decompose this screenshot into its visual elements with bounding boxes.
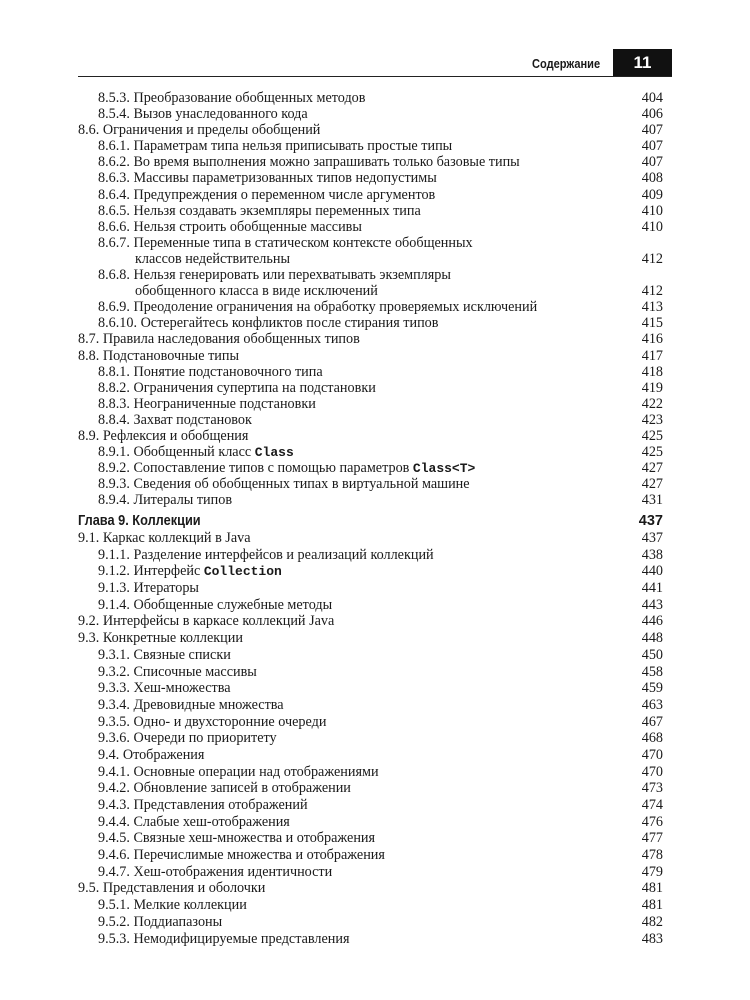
toc-entry <box>78 396 663 412</box>
toc-entry-title: 8.6.5. Нельзя создавать экземпляры переменных типа <box>98 202 421 219</box>
toc-entry-page: 431 <box>641 492 663 509</box>
toc-entry-title: 9.5. Представления и оболочки <box>78 880 266 897</box>
toc-entry-title: 9.3.6. Очереди по приоритету <box>98 730 277 747</box>
toc-entry-title: 8.9. Рефлексия и обобщения <box>78 427 249 444</box>
toc-entry <box>78 444 663 460</box>
toc-entry-page: 474 <box>641 797 663 813</box>
toc-entry-title: 8.6. Ограничения и пределы обобщений <box>78 122 321 139</box>
toc-entry-title: 8.6.9. Преодоление ограничения на обработку проверяемых исключений <box>98 299 538 316</box>
toc-entry-title: 8.8.4. Захват подстановок <box>98 411 252 428</box>
toc-entry-title: 8.6.6. Нельзя строить обобщенные массивы <box>98 218 362 235</box>
toc-entry <box>78 780 663 797</box>
toc-entry <box>78 814 663 831</box>
toc-entry <box>78 864 663 881</box>
toc-entry-page: 468 <box>641 730 663 747</box>
toc-entry-page: 423 <box>641 411 663 428</box>
toc-entry-page: 459 <box>641 680 663 697</box>
toc-entry-page: 476 <box>641 813 663 830</box>
toc-entry <box>78 203 663 219</box>
toc-entry-page: 425 <box>641 444 663 461</box>
toc-entry-code: Class<T> <box>412 461 476 477</box>
toc-entry <box>78 714 663 731</box>
toc-entry <box>78 315 663 331</box>
toc-entry-page: 416 <box>641 331 663 348</box>
toc-entry <box>78 914 663 931</box>
toc-entry-title: 9.4. Отображения <box>98 746 205 763</box>
toc-entry-page: 443 <box>641 596 663 613</box>
toc-entry-page: 481 <box>641 880 663 897</box>
toc-entry-page: 413 <box>641 299 663 316</box>
toc-entry <box>78 530 663 547</box>
toc-section-chapter-8 <box>78 90 663 508</box>
toc-entry <box>78 580 663 597</box>
toc-entry-code: Class <box>254 445 294 461</box>
toc-entry-title: 8.6.1. Параметрам типа нельзя приписывать простые типы <box>98 138 453 155</box>
toc-entry-title: 8.9.3. Сведения об обобщенных типах в виртуальной машине <box>98 476 470 493</box>
toc-entry-code: Collection <box>203 564 282 580</box>
toc-entry-page: 410 <box>641 218 663 235</box>
toc-entry-title: 9.5.3. Немодифицируемые представления <box>98 930 350 947</box>
toc-entry <box>78 697 663 714</box>
toc-entry <box>78 187 663 203</box>
toc-entry <box>78 931 663 948</box>
toc-entry <box>78 251 663 267</box>
toc-entry <box>78 170 663 186</box>
toc-entry <box>78 106 663 122</box>
toc-entry-page: 437 <box>641 530 663 546</box>
running-header <box>78 48 672 77</box>
toc-entry-title: 8.6.4. Предупреждения о переменном числе аргументов <box>98 186 436 203</box>
toc-entry-page: 441 <box>641 580 663 597</box>
toc-entry <box>78 428 663 444</box>
toc-entry-page: 418 <box>641 363 663 380</box>
toc-entry <box>78 380 663 396</box>
toc-entry-title: 9.3.5. Одно- и двухсторонние очереди <box>98 713 327 730</box>
toc-entry <box>78 563 663 580</box>
toc-entry-title: 8.8.3. Неограниченные подстановки <box>98 395 316 412</box>
toc-entry-title: классов недействительны <box>135 250 290 267</box>
toc-entry <box>78 492 663 508</box>
toc-entry-title: 8.6.8. Нельзя генерировать или перехватывать экземпляры <box>98 267 451 284</box>
toc-entry <box>78 235 663 251</box>
toc-entry-title: 9.1.3. Итераторы <box>98 580 199 597</box>
toc-entry <box>78 364 663 380</box>
toc-entry-title: обобщенного класса в виде исключений <box>135 283 378 300</box>
toc-entry-page: 440 <box>641 563 663 580</box>
toc-entry-page: 425 <box>641 427 663 444</box>
toc-entry <box>78 830 663 847</box>
toc-entry-title: 9.2. Интерфейсы в каркасе коллекций Java <box>78 613 335 630</box>
toc-entry-page: 427 <box>641 460 663 477</box>
toc-entry-page: 446 <box>641 613 663 630</box>
toc-entry-page: 415 <box>641 315 663 332</box>
toc-entry <box>78 647 663 664</box>
toc-entry <box>78 847 663 864</box>
toc-entry <box>78 547 663 564</box>
toc-entry-title: 9.3.1. Связные списки <box>98 646 231 663</box>
toc-entry-page: 406 <box>641 106 663 123</box>
toc-entry-page: 419 <box>641 379 663 396</box>
toc-entry-page: 482 <box>641 913 663 930</box>
toc-entry-title: 8.6.7. Переменные типа в статическом контексте обобщенных <box>98 234 473 251</box>
toc-entry-title: 9.1.2. Интерфейс <box>98 563 204 580</box>
toc-entry-title: 9.3. Конкретные коллекции <box>78 630 243 647</box>
toc-entry-page: 477 <box>641 830 663 847</box>
toc-entry-page: 407 <box>641 122 663 139</box>
toc-entry-title: 9.4.5. Связные хеш-множества и отображения <box>98 830 376 847</box>
toc-entry <box>78 122 663 138</box>
toc-entry <box>78 90 663 106</box>
toc-entry-page: 417 <box>641 347 663 364</box>
toc-entry <box>78 267 663 283</box>
toc-entry-title: 8.8.2. Ограничения супертипа на подстановки <box>98 379 376 396</box>
toc-entry-page: 427 <box>641 476 663 493</box>
toc-entry <box>78 613 663 630</box>
toc-entry-title: 8.9.1. Обобщенный класс <box>98 444 255 461</box>
toc-entry-page: 412 <box>641 283 663 300</box>
toc-entry <box>78 664 663 681</box>
toc-entry <box>78 460 663 476</box>
toc-entry-page: 438 <box>641 546 663 563</box>
toc-entry <box>78 138 663 154</box>
toc-entry-page: 470 <box>641 746 663 763</box>
toc-entry-title: 9.3.4. Древовидные множества <box>98 696 284 713</box>
toc-entry-page: 404 <box>641 90 663 106</box>
chapter-page: 437 <box>638 513 663 529</box>
toc-entry-page: 407 <box>641 138 663 155</box>
toc-entry-title: 8.8. Подстановочные типы <box>78 347 239 364</box>
chapter-title: Глава 9. Коллекции <box>78 513 201 529</box>
toc-entry-page: 448 <box>641 630 663 647</box>
toc-entry <box>78 680 663 697</box>
toc-entry-title: 8.8.1. Понятие подстановочного типа <box>98 363 323 380</box>
toc-entry <box>78 283 663 299</box>
toc-entry <box>78 897 663 914</box>
toc-entry <box>78 764 663 781</box>
toc-entry-title: 9.4.7. Хеш-отображения идентичности <box>98 863 333 880</box>
toc-entry-page: 410 <box>641 202 663 219</box>
toc-entry <box>78 730 663 747</box>
toc-entry <box>78 348 663 364</box>
toc-entry <box>78 412 663 428</box>
toc-entry-title: 9.5.1. Мелкие коллекции <box>98 897 247 914</box>
toc-entry-page: 470 <box>641 763 663 780</box>
toc-entry-title: 9.3.2. Списочные массивы <box>98 663 257 680</box>
toc-entry-title: 9.1.4. Обобщенные служебные методы <box>98 596 333 613</box>
toc-entry <box>78 797 663 814</box>
toc-entry <box>78 597 663 614</box>
toc-entry <box>78 219 663 235</box>
toc-entry <box>78 747 663 764</box>
toc-entry-page: 422 <box>641 395 663 412</box>
toc-section-chapter-9 <box>78 530 663 947</box>
toc-entry-title: 8.6.2. Во время выполнения можно запрашивать только базовые типы <box>98 154 520 171</box>
toc-entry-page: 481 <box>641 897 663 914</box>
toc-entry-title: 8.5.3. Преобразование обобщенных методов <box>98 90 366 106</box>
toc-entry-page: 408 <box>641 170 663 187</box>
toc-entry-title: 9.1.1. Разделение интерфейсов и реализаций коллекций <box>98 546 434 563</box>
toc-entry-title: 9.5.2. Поддиапазоны <box>98 913 223 930</box>
toc-entry-title: 9.4.3. Представления отображений <box>98 797 308 813</box>
toc-entry-page: 458 <box>641 663 663 680</box>
header-title: Содержание <box>531 56 600 71</box>
toc-entry-title: 9.4.1. Основные операции над отображениями <box>98 763 379 780</box>
toc-entry-title: 8.9.4. Литералы типов <box>98 492 233 509</box>
toc-entry <box>78 630 663 647</box>
toc-entry <box>78 331 663 347</box>
toc-entry <box>78 476 663 492</box>
toc-entry <box>78 880 663 897</box>
toc-entry-page: 450 <box>641 646 663 663</box>
toc-entry <box>78 299 663 315</box>
toc-entry-title: 9.3.3. Хеш-множества <box>98 680 231 697</box>
toc-entry-title: 9.4.6. Перечислимые множества и отображения <box>98 847 385 864</box>
toc-entry-title: 8.6.3. Массивы параметризованных типов недопустимы <box>98 170 437 187</box>
toc-entry-title: 9.1. Каркас коллекций в Java <box>78 530 251 546</box>
toc-entry-page: 412 <box>641 250 663 267</box>
toc-entry <box>78 154 663 170</box>
toc-entry-page: 409 <box>641 186 663 203</box>
toc-entry-title: 9.4.2. Обновление записей в отображении <box>98 780 351 797</box>
toc-entry-title: 8.6.10. Остерегайтесь конфликтов после стирания типов <box>98 315 439 332</box>
page-number: 11 <box>613 49 672 76</box>
toc-entry-page: 463 <box>641 696 663 713</box>
toc-entry-title: 8.9.2. Сопоставление типов с помощью параметров <box>98 460 413 477</box>
toc-entry-title: 8.5.4. Вызов унаследованного кода <box>98 106 308 123</box>
toc-entry-page: 478 <box>641 847 663 864</box>
toc-entry-page: 473 <box>641 780 663 797</box>
toc-entry-page: 483 <box>641 930 663 947</box>
toc-entry-page: 467 <box>641 713 663 730</box>
toc-entry-title: 9.4.4. Слабые хеш-отображения <box>98 813 290 830</box>
toc-entry-page: 479 <box>641 863 663 880</box>
toc-entry-title: 8.7. Правила наследования обобщенных типов <box>78 331 360 348</box>
toc-entry-page: 407 <box>641 154 663 171</box>
